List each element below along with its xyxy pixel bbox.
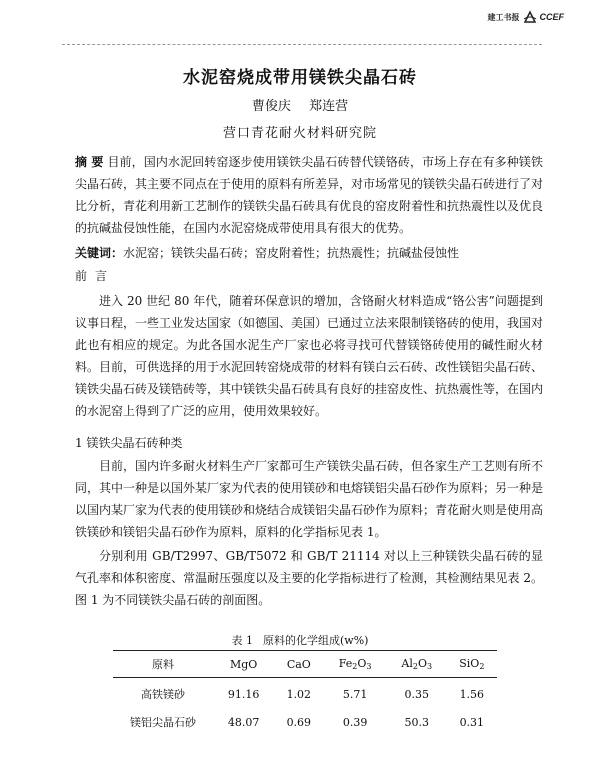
table-header-cell: CaO bbox=[274, 651, 323, 678]
table-header-cell: MgO bbox=[213, 651, 274, 678]
table-cell: 91.16 bbox=[227, 687, 260, 701]
keywords-label: 关键词： bbox=[75, 246, 124, 260]
table-header-row bbox=[113, 651, 497, 678]
abstract-label: 摘 要 bbox=[75, 155, 104, 169]
table-cell: 0.69 bbox=[286, 715, 312, 729]
table-cell: 1.02 bbox=[286, 687, 312, 701]
article-title: 水泥窑烧成带用镁铁尖晶石砖 bbox=[183, 68, 417, 88]
author-name: 曹俊庆 bbox=[251, 99, 291, 114]
logo-brand: CCEF bbox=[539, 12, 564, 22]
table-cell: 50.3 bbox=[404, 715, 429, 729]
author-name: 郑连营 bbox=[309, 99, 349, 114]
table-cell: 48.07 bbox=[227, 715, 260, 729]
affiliation: 营口青花耐火材料研究院 bbox=[222, 126, 377, 141]
table-cell: 镁铝尖晶石砂 bbox=[130, 716, 196, 729]
table-cell: 0.35 bbox=[404, 687, 429, 701]
section-1-paragraph-2: 分别利用 GB/T2997、GB/T5072 和 GB/T 21114 对以上三种镁铁尖晶石砖的显气孔率和体积密度、常温耐压强度以及主要的化学指标进行了检测，其检测结果见表 2。图 1 为不同镁铁尖晶石砖的剖面图。 bbox=[75, 549, 543, 607]
journal-logo bbox=[488, 10, 565, 24]
table-1 bbox=[113, 650, 497, 736]
authors bbox=[0, 95, 600, 114]
table-caption-text: 原料的化学组成(w%) bbox=[263, 634, 369, 647]
table-row bbox=[113, 678, 497, 709]
table-cell: 0.31 bbox=[459, 715, 485, 729]
table-row bbox=[113, 708, 497, 736]
table-cell: 0.39 bbox=[342, 715, 368, 729]
table-cell: 5.71 bbox=[342, 687, 368, 701]
abstract bbox=[75, 151, 543, 239]
keywords bbox=[75, 242, 543, 264]
intro-heading: 前言 bbox=[75, 269, 116, 283]
table-1-caption bbox=[0, 632, 600, 648]
intro-paragraph: 进入 20 世纪 80 年代，随着环保意识的增加，含铬耐火材料造成“铬公害”问题提到议事日程，一些工业发达国家（如德国、美国）已通过立法来限制镁铬砖的使用，我国对此也有相应的规定。为此各国水泥生产厂家也必将寻找可代替镁铬砖使用的碱性耐火材料。目前，可供选择的用于水泥回转窑烧成带的材料有镁白云石砖、改性镁铝尖晶石砖、镁铁尖晶石砖及镁锆砖等，其中镁铁尖晶石砖具有良好的挂窑皮性、抗热震性等，在国内的水泥窑上得到了广泛的应用，使用效果较好。 bbox=[75, 294, 544, 418]
table-header-cell: SiO$_2$ bbox=[447, 651, 497, 678]
table-header-cell: 原料 bbox=[113, 651, 213, 678]
table-header-cell: $Al_2O_3$ bbox=[387, 651, 447, 678]
table-cell: 1.56 bbox=[459, 687, 485, 701]
table-header-cell: $Fe_2O_3$ bbox=[323, 651, 386, 678]
section-1-heading: 1 镁铁尖晶石砖种类 bbox=[75, 436, 183, 450]
table-cell: 高铁镁砂 bbox=[141, 688, 185, 701]
abstract-text: 目前，国内水泥回转窑逐步使用镁铁尖晶石砖替代镁铬砖，市场上存在有多种镁铁尖晶石砖，其主要不同点在于使用的原料有所差异，对市场常见的镁铁尖晶石砖进行了对比分析，青花利用新工艺制作的镁铁尖晶石砖具有优良的窑皮附着性和抗热震性以及优良的抗碱盐侵蚀性能，在国内水泥窑烧成带使用具有很大的优势。 bbox=[75, 155, 544, 235]
table-caption-label: 表 1 bbox=[231, 634, 254, 647]
keywords-text: 水泥窑；镁铁尖晶石砖；窑皮附着性；抗热震性；抗碱盐侵蚀性 bbox=[123, 246, 460, 260]
logo-mark-icon bbox=[523, 10, 537, 24]
header-divider bbox=[62, 44, 542, 45]
section-1-paragraph: 目前，国内许多耐火材料生产厂家都可生产镁铁尖晶石砖，但各家生产工艺则有所不同，其中一种是以国外某厂家为代表的使用镁砂和电熔镁铝尖晶石砂作为原料；另一种是以国内某厂家为代表的使用镁砂和烧结合成镁铝尖晶石砂作为原料；青花耐火则是使用高铁镁砂和镁铝尖晶石砂作为原料，原料的化学指标见表 1。 bbox=[75, 459, 544, 539]
logo-label: 建工书报 bbox=[487, 11, 520, 22]
